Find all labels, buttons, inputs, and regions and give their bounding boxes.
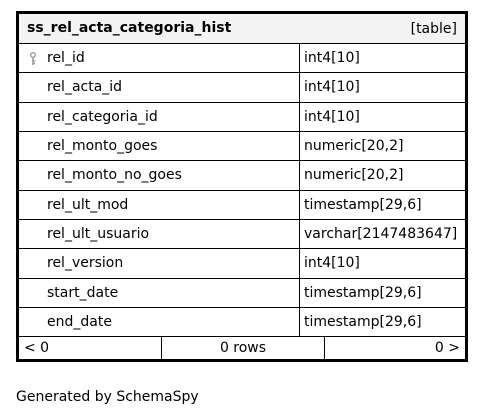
column-type: int4[10] <box>304 50 360 66</box>
column-name-cell <box>19 220 300 248</box>
column-name: rel_ult_mod <box>47 196 129 213</box>
table-footer <box>19 337 465 359</box>
column-list <box>19 44 465 337</box>
parents-count: < 0 <box>24 340 50 356</box>
column-type: timestamp[29,6] <box>304 313 422 330</box>
column-name-cell <box>19 279 300 307</box>
table-node[interactable] <box>16 11 468 362</box>
children-count: 0 > <box>434 340 460 356</box>
column-row <box>19 191 465 220</box>
column-row <box>19 279 465 308</box>
column-name: rel_monto_no_goes <box>47 167 182 184</box>
column-name-cell <box>19 73 300 101</box>
column-row <box>19 220 465 249</box>
column-type: numeric[20,2] <box>304 167 404 184</box>
column-name-cell <box>19 103 300 131</box>
table-header <box>19 14 465 44</box>
column-name: end_date <box>47 313 112 330</box>
table-kind-label: [table] <box>410 21 457 37</box>
column-name-cell <box>19 44 300 72</box>
column-name: rel_id <box>47 50 85 66</box>
key-icon <box>29 52 37 66</box>
children-count-cell <box>325 337 465 359</box>
column-type: varchar[2147483647] <box>304 225 458 242</box>
column-name-cell <box>19 191 300 219</box>
column-name: start_date <box>47 284 119 301</box>
column-name-cell <box>19 249 300 277</box>
column-type: numeric[20,2] <box>304 137 404 154</box>
generated-by-caption: Generated by SchemaSpy <box>16 389 199 405</box>
column-name: rel_monto_goes <box>47 137 158 154</box>
column-name-cell <box>19 308 300 336</box>
column-name-cell <box>19 132 300 160</box>
column-name: rel_acta_id <box>47 79 123 96</box>
column-name: rel_categoria_id <box>47 108 158 125</box>
column-type: int4[10] <box>304 79 360 96</box>
column-row <box>19 161 465 190</box>
column-name: rel_version <box>47 255 124 272</box>
column-name-cell <box>19 161 300 189</box>
row-count: 0 rows <box>219 340 267 356</box>
parents-count-cell <box>19 337 162 359</box>
column-row <box>19 249 465 278</box>
column-type: int4[10] <box>304 108 360 125</box>
table-name: ss_rel_acta_categoria_hist <box>27 20 232 36</box>
column-name: rel_ult_usuario <box>47 225 150 242</box>
column-row <box>19 44 465 73</box>
row-count-cell <box>162 337 325 359</box>
column-type: int4[10] <box>304 255 360 272</box>
column-row <box>19 308 465 337</box>
column-row <box>19 103 465 132</box>
column-row <box>19 132 465 161</box>
column-row <box>19 73 465 102</box>
column-type: timestamp[29,6] <box>304 196 422 213</box>
column-type: timestamp[29,6] <box>304 284 422 301</box>
